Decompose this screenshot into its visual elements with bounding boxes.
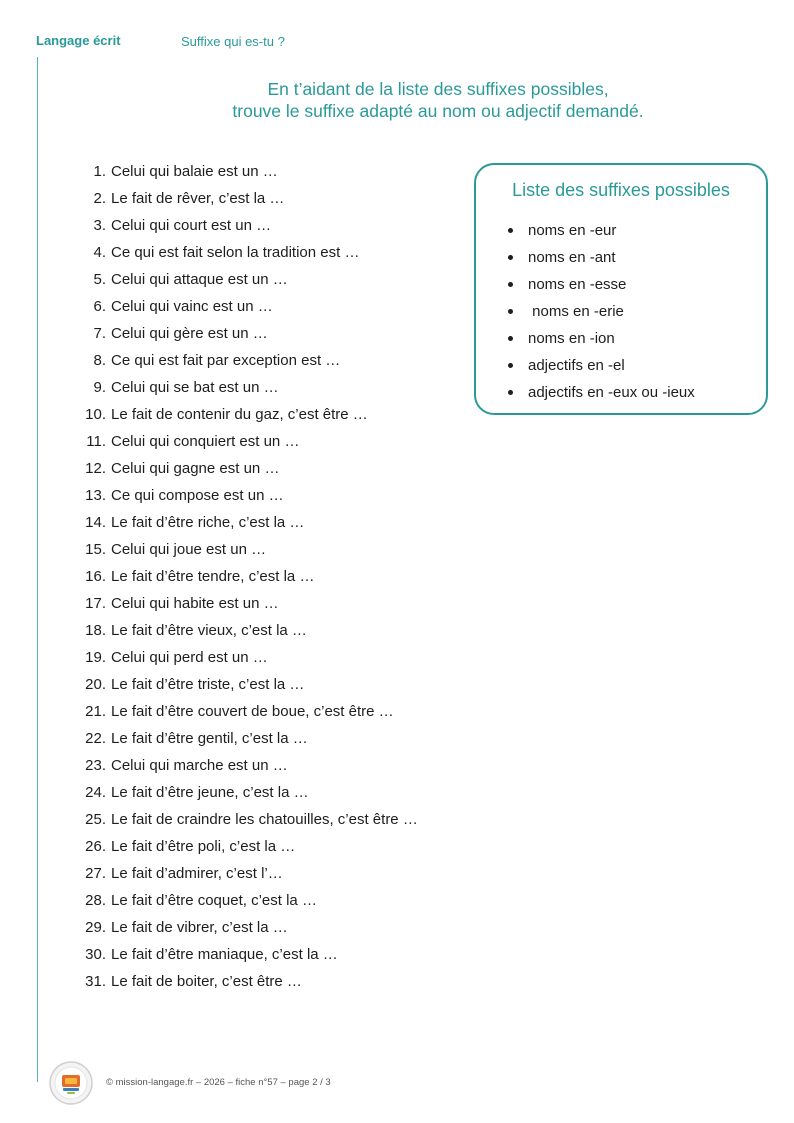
exercise-text: Le fait d’être gentil, c’est la … <box>111 730 308 747</box>
exercise-item <box>70 617 418 644</box>
exercise-text: Celui qui se bat est un … <box>111 379 279 396</box>
exercise-number: 31. <box>85 973 106 990</box>
exercise-number: 11. <box>86 433 106 450</box>
exercise-number: 30. <box>85 946 106 963</box>
sheet-title: Suffixe qui es-tu ? <box>181 34 285 49</box>
mission-langage-logo-icon <box>48 1060 94 1106</box>
exercise-item <box>70 347 418 374</box>
exercise-text: Celui qui gagne est un … <box>111 460 280 477</box>
exercise-item <box>70 239 418 266</box>
exercise-item <box>70 914 418 941</box>
suffix-item <box>508 271 695 298</box>
exercise-number: 14. <box>85 514 106 531</box>
exercise-number: 18. <box>85 622 106 639</box>
exercise-number: 16. <box>85 568 106 585</box>
exercise-list <box>70 158 418 995</box>
exercise-number: 15. <box>85 541 106 558</box>
exercise-number: 12. <box>85 460 106 477</box>
exercise-text: Celui qui conquiert est un … <box>111 433 300 450</box>
bullet-icon <box>508 363 513 368</box>
exercise-number: 3. <box>93 217 106 234</box>
suffix-list <box>508 217 695 406</box>
exercise-item <box>70 887 418 914</box>
exercise-number: 20. <box>85 676 106 693</box>
exercise-text: Le fait de rêver, c’est la … <box>111 190 285 207</box>
exercise-text: Le fait d’être tendre, c’est la … <box>111 568 315 585</box>
bullet-icon <box>508 228 513 233</box>
suffix-label: noms en -erie <box>528 303 624 320</box>
exercise-item <box>70 590 418 617</box>
exercise-item <box>70 725 418 752</box>
exercise-text: Le fait d’être triste, c’est la … <box>111 676 305 693</box>
exercise-text: Celui qui joue est un … <box>111 541 267 558</box>
suffix-box <box>474 163 768 415</box>
instructions-line-2: trouve le suffixe adapté au nom ou adjectif demandé. <box>232 101 644 121</box>
exercise-text: Le fait d’être maniaque, c’est la … <box>111 946 338 963</box>
exercise-number: 13. <box>85 487 106 504</box>
exercise-number: 28. <box>85 892 106 909</box>
bullet-icon <box>508 309 513 314</box>
exercise-item <box>70 455 418 482</box>
exercise-item <box>70 941 418 968</box>
exercise-number: 5. <box>93 271 106 288</box>
exercise-number: 24. <box>85 784 106 801</box>
exercise-item <box>70 968 418 995</box>
exercise-number: 22. <box>85 730 106 747</box>
exercise-text: Celui qui marche est un … <box>111 757 288 774</box>
suffix-item <box>508 325 695 352</box>
exercise-item <box>70 158 418 185</box>
bullet-icon <box>508 255 513 260</box>
exercise-number: 6. <box>93 298 106 315</box>
bullet-icon <box>508 390 513 395</box>
exercise-number: 25. <box>85 811 106 828</box>
suffix-label: noms en -eur <box>528 222 617 239</box>
exercise-item <box>70 428 418 455</box>
footer-copyright: © mission-langage.fr – 2026 – fiche n°57 – page 2 / 3 <box>106 1077 331 1088</box>
exercise-text: Celui qui habite est un … <box>111 595 279 612</box>
exercise-text: Celui qui attaque est un … <box>111 271 288 288</box>
exercise-item <box>70 374 418 401</box>
bullet-icon <box>508 336 513 341</box>
exercise-number: 23. <box>85 757 106 774</box>
exercise-item <box>70 266 418 293</box>
suffix-label: noms en -esse <box>528 276 627 293</box>
exercise-number: 8. <box>93 352 106 369</box>
exercise-number: 10. <box>85 406 106 423</box>
exercise-text: Le fait d’être vieux, c’est la … <box>111 622 307 639</box>
exercise-text: Celui qui balaie est un … <box>111 163 278 180</box>
exercise-number: 4. <box>93 244 106 261</box>
suffix-label: adjectifs en -eux ou -ieux <box>528 384 695 401</box>
exercise-item <box>70 779 418 806</box>
suffix-item <box>508 379 695 406</box>
suffix-item <box>508 298 695 325</box>
exercise-item <box>70 185 418 212</box>
exercise-item <box>70 563 418 590</box>
exercise-item <box>70 536 418 563</box>
exercise-text: Le fait d’être poli, c’est la … <box>111 838 296 855</box>
exercise-item <box>70 698 418 725</box>
exercise-text: Le fait d’être couvert de boue, c’est être … <box>111 703 394 720</box>
exercise-text: Celui qui court est un … <box>111 217 272 234</box>
exercise-item <box>70 401 418 428</box>
exercise-text: Ce qui compose est un … <box>111 487 284 504</box>
exercise-item <box>70 320 418 347</box>
exercise-item <box>70 293 418 320</box>
exercise-number: 19. <box>85 649 106 666</box>
exercise-number: 1. <box>93 163 106 180</box>
exercise-text: Celui qui perd est un … <box>111 649 268 666</box>
exercise-text: Le fait d’être riche, c’est la … <box>111 514 305 531</box>
suffix-label: noms en -ant <box>528 249 616 266</box>
exercise-text: Ce qui est fait selon la tradition est … <box>111 244 360 261</box>
exercise-item <box>70 644 418 671</box>
exercise-number: 21. <box>85 703 106 720</box>
instructions <box>120 78 756 122</box>
exercise-item <box>70 806 418 833</box>
suffix-item <box>508 217 695 244</box>
instructions-line-1: En t’aidant de la liste des suffixes possibles, <box>267 79 609 99</box>
exercise-text: Le fait d’être coquet, c’est la … <box>111 892 317 909</box>
exercise-number: 9. <box>93 379 106 396</box>
exercise-number: 26. <box>85 838 106 855</box>
exercise-item <box>70 482 418 509</box>
exercise-item <box>70 509 418 536</box>
exercise-text: Le fait d’être jeune, c’est la … <box>111 784 309 801</box>
exercise-text: Celui qui gère est un … <box>111 325 268 342</box>
suffix-item <box>508 352 695 379</box>
exercise-item <box>70 860 418 887</box>
exercise-number: 2. <box>93 190 106 207</box>
suffix-label: noms en -ion <box>528 330 615 347</box>
exercise-item <box>70 833 418 860</box>
suffix-label: adjectifs en -el <box>528 357 625 374</box>
exercise-text: Ce qui est fait par exception est … <box>111 352 341 369</box>
exercise-text: Celui qui vainc est un … <box>111 298 273 315</box>
exercise-text: Le fait de vibrer, c’est la … <box>111 919 288 936</box>
exercise-text: Le fait de craindre les chatouilles, c’est être … <box>111 811 418 828</box>
exercise-text: Le fait d’admirer, c’est l’… <box>111 865 283 882</box>
exercise-item <box>70 752 418 779</box>
suffix-item <box>508 244 695 271</box>
bullet-icon <box>508 282 513 287</box>
exercise-number: 17. <box>85 595 106 612</box>
header-category: Langage écrit <box>36 33 121 48</box>
suffix-box-title: Liste des suffixes possibles <box>512 180 730 200</box>
exercise-item <box>70 212 418 239</box>
exercise-item <box>70 671 418 698</box>
exercise-text: Le fait de contenir du gaz, c’est être … <box>111 406 368 423</box>
margin-line <box>37 57 38 1082</box>
exercise-number: 27. <box>85 865 106 882</box>
exercise-text: Le fait de boiter, c’est être … <box>111 973 302 990</box>
exercise-number: 29. <box>85 919 106 936</box>
exercise-number: 7. <box>93 325 106 342</box>
